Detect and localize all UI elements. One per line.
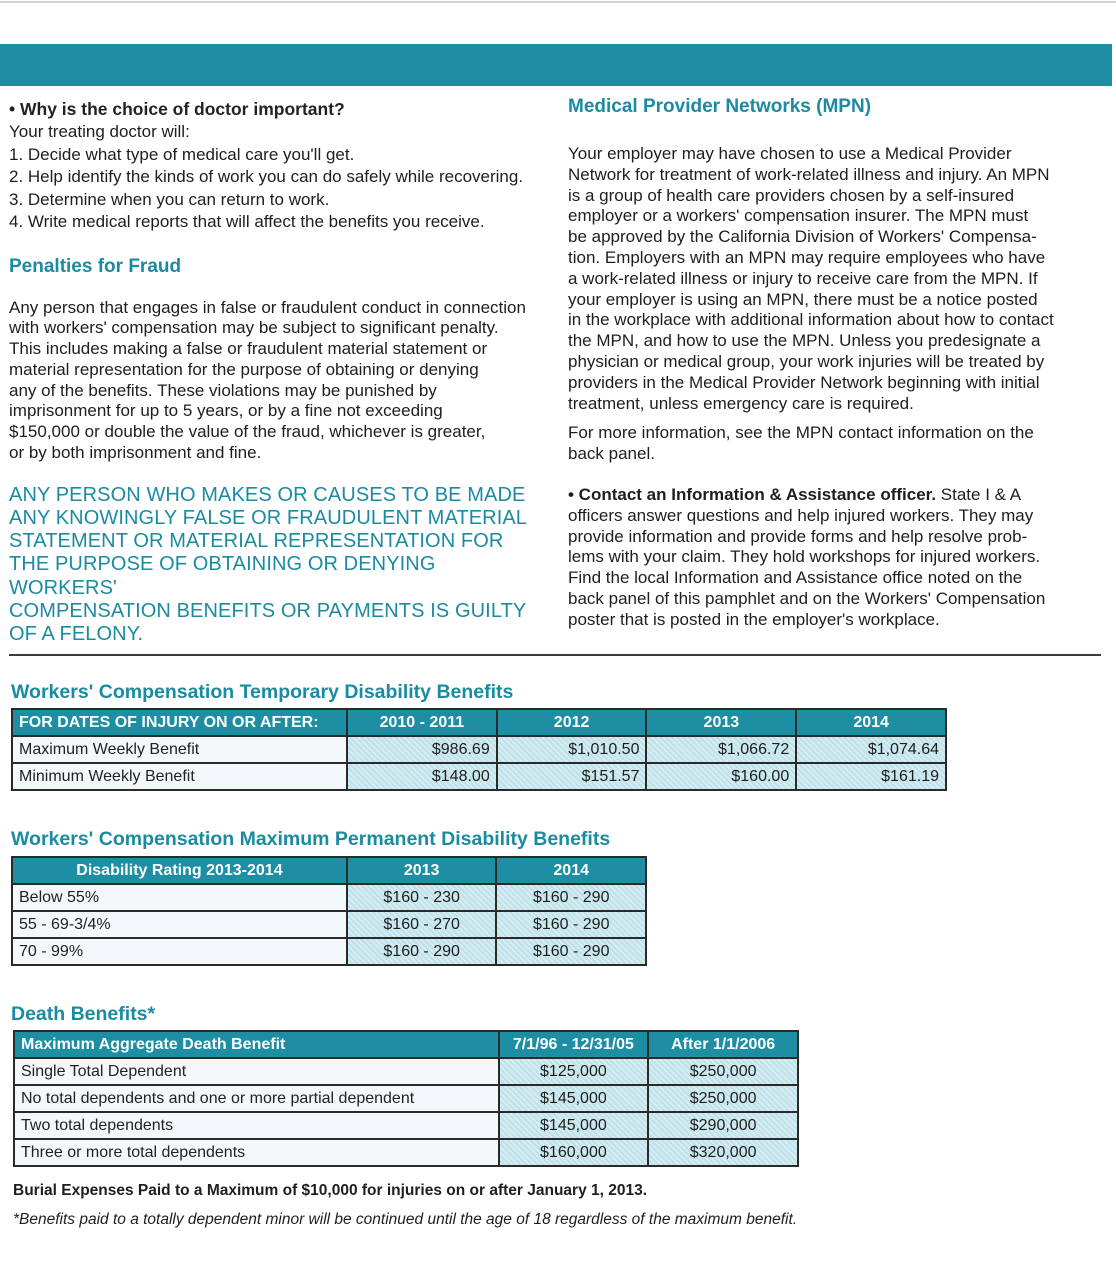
felony-line: THE PURPOSE OF OBTAINING OR DENYING WORKERS' [9,553,436,599]
fraud-line: or by both imprisonment and fine. [9,443,262,463]
temp-table-title: Workers' Compensation Temporary Disability Benefits [11,681,514,703]
value-cell: $125,000 [499,1058,649,1085]
value-cell: $160 - 290 [496,884,646,911]
value-cell: $1,010.50 [497,736,647,763]
mpn-line: is a group of health care providers chosen by a self-insured [568,185,1015,205]
header-cell: 2014 [496,857,646,884]
row-label: Maximum Weekly Benefit [12,736,347,763]
section-divider [9,654,1101,656]
mpn-line: your employer is using an MPN, there must be a notice posted [568,289,1038,309]
table-row [14,1139,798,1166]
mpn-line: tion. Employers with an MPN may require employees who have [568,247,1046,267]
fraud-line: $150,000 or double the value of the fraud, whichever is greater, [9,422,486,442]
row-label: Two total dependents [14,1112,499,1139]
value-cell: $1,066.72 [646,736,796,763]
table-row [12,911,646,938]
row-label: No total dependents and one or more partial dependent [14,1085,499,1112]
table-header-row [14,1031,798,1058]
value-cell: $161.19 [796,763,946,790]
doctor-item: 4. Write medical reports that will affect the benefits you receive. [9,212,485,231]
header-cell: Disability Rating 2013-2014 [12,857,347,884]
mpn-line: the MPN, and how to use the MPN. Unless you predesignate a [568,331,1041,351]
value-cell: $148.00 [347,763,497,790]
doctor-item: 2. Help identify the kinds of work you can do safely while recovering. [9,167,524,186]
contact-first-rest: State I & A [936,484,1022,504]
fraud-line: Any person that engages in false or fraudulent conduct in connection [9,297,526,317]
row-label: 70 - 99% [12,938,347,965]
fraud-paragraph [9,298,547,464]
perm-table-title: Workers' Compensation Maximum Permanent Disability Benefits [11,828,611,850]
felony-warning [9,484,547,646]
value-cell: $250,000 [648,1085,798,1112]
table-row [12,884,646,911]
contact-line: Find the local Information and Assistance office noted on the [568,568,1023,588]
contact-line: lems with your claim. They hold workshops for injured workers. [568,547,1041,567]
contact-first-line [568,485,1108,506]
doctor-item: 3. Determine when you can return to work. [9,189,330,209]
mpn-line: a work-related illness or injury to receive care from the MPN. If [568,268,1038,288]
fraud-line: imprisonment for up to 5 years, or by a fine not exceeding [9,401,443,421]
mpn-line: be approved by the California Division of Workers' Compensa- [568,227,1037,247]
more-info-line: back panel. [568,444,655,464]
felony-line: COMPENSATION BENEFITS OR PAYMENTS IS GUILTY [9,599,527,622]
value-cell: $151.57 [497,763,647,790]
value-cell: $145,000 [499,1112,649,1139]
doctor-intro: Your treating doctor will: [9,122,190,141]
fraud-line: material representation for the purpose of obtaining or denying [9,359,479,379]
header-cell: 7/1/96 - 12/31/05 [499,1031,649,1058]
value-cell: $160,000 [499,1139,649,1166]
doctor-item: 1. Decide what type of medical care you'll get. [9,144,355,164]
value-cell: $290,000 [648,1112,798,1139]
fraud-line: any of the benefits. These violations may be punished by [9,380,437,400]
header-cell: 2013 [646,709,796,736]
top-rule [0,1,1116,3]
value-cell: $160 - 290 [347,938,497,965]
mpn-line: providers in the Medical Provider Network beginning with initial [568,372,1040,392]
value-cell: $160 - 230 [347,884,497,911]
contact-line: provide information and provide forms and help resolve prob- [568,526,1028,546]
contact-paragraph [568,485,1108,631]
value-cell: $986.69 [347,736,497,763]
mpn-paragraph [568,144,1108,414]
value-cell: $320,000 [648,1139,798,1166]
row-label: Single Total Dependent [14,1058,499,1085]
more-info-line: For more information, see the MPN contact information on the [568,423,1034,443]
value-cell: $160 - 290 [496,938,646,965]
fraud-line: This includes making a false or fraudulent material statement or [9,339,488,359]
felony-line: ANY PERSON WHO MAKES OR CAUSES TO BE MADE [9,483,526,506]
fraud-heading: Penalties for Fraud [9,255,182,277]
mpn-line: Your employer may have chosen to use a Medical Provider [568,144,1012,163]
value-cell: $160 - 290 [496,911,646,938]
mpn-line: Network for treatment of work-related illness and injury. An MPN [568,164,1050,184]
doctor-heading: • Why is the choice of doctor important? [9,99,345,119]
table-row [14,1085,798,1112]
header-cell: Maximum Aggregate Death Benefit [14,1031,499,1058]
row-label: Below 55% [12,884,347,911]
header-cell: 2012 [497,709,647,736]
contact-line: poster that is posted in the employer's workplace. [568,609,940,629]
row-label: Minimum Weekly Benefit [12,763,347,790]
mpn-heading: Medical Provider Networks (MPN) [568,96,872,117]
header-band [0,44,1112,86]
table-header-row [12,709,946,736]
mpn-line: employer or a workers' compensation insurer. The MPN must [568,206,1029,226]
footnote: *Benefits paid to a totally dependent minor will be continued until the age of 18 regardless of the maximum benefit. [13,1211,798,1228]
table-row [14,1058,798,1085]
header-cell: FOR DATES OF INJURY ON OR AFTER: [12,709,347,736]
felony-line: OF A FELONY. [9,623,144,646]
right-column [568,96,1108,631]
header-cell: After 1/1/2006 [648,1031,798,1058]
table-row [12,938,646,965]
header-cell: 2013 [347,857,497,884]
fraud-line: with workers' compensation may be subject to significant penalty. [9,318,499,338]
row-label: Three or more total dependents [14,1139,499,1166]
temp-disability-table [11,708,947,791]
table-header-row [12,857,646,884]
mpn-line: in the workplace with additional information about how to contact [568,310,1054,330]
left-column [9,98,547,646]
burial-note: Burial Expenses Paid to a Maximum of $10,000 for injuries on or after January 1, 2013. [13,1182,648,1199]
perm-disability-table [11,856,647,966]
table-row [12,736,946,763]
row-label: 55 - 69-3/4% [12,911,347,938]
header-cell: 2014 [796,709,946,736]
felony-line: STATEMENT OR MATERIAL REPRESENTATION FOR [9,530,504,553]
mpn-line: physician or medical group, your work injuries will be treated by [568,351,1045,371]
table-row [14,1112,798,1139]
contact-heading: • Contact an Information & Assistance officer. [568,484,937,504]
death-table-title: Death Benefits* [11,1003,156,1025]
value-cell: $160 - 270 [347,911,497,938]
value-cell: $160.00 [646,763,796,790]
more-info-paragraph [568,423,1108,465]
mpn-line: treatment, unless emergency care is required. [568,393,914,413]
value-cell: $250,000 [648,1058,798,1085]
value-cell: $1,074.64 [796,736,946,763]
contact-line: back panel of this pamphlet and on the Workers' Compensation [568,588,1046,608]
value-cell: $145,000 [499,1085,649,1112]
death-benefits-table [13,1030,799,1167]
table-row [12,763,946,790]
contact-line: officers answer questions and help injured workers. They may [568,505,1034,525]
header-cell: 2010 - 2011 [347,709,497,736]
felony-line: ANY KNOWINGLY FALSE OR FRAUDULENT MATERIAL [9,507,528,530]
